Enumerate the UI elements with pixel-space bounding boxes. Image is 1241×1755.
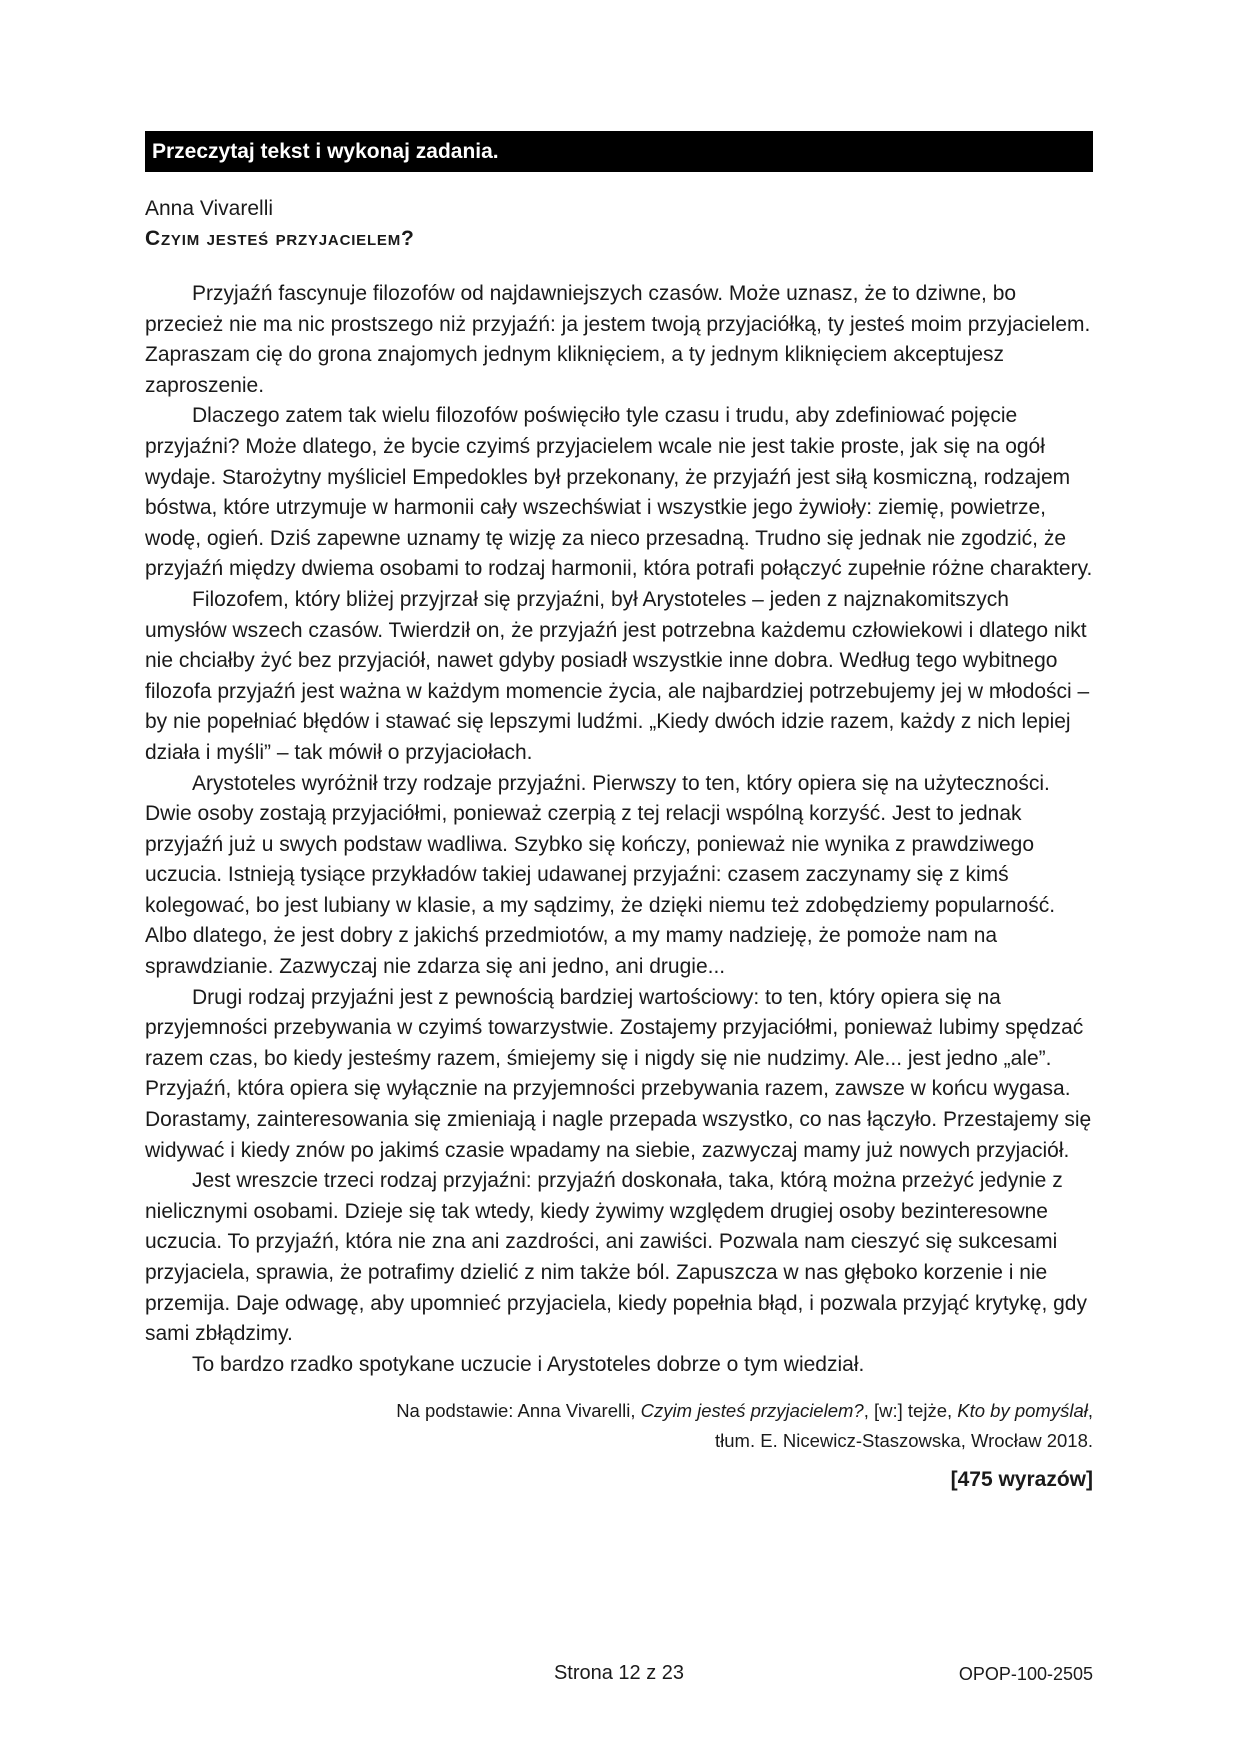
article-title: Czyim jesteś przyjacielem? [145,227,415,250]
page-number: Strona 12 z 23 [553,1662,685,1684]
word-count-badge: [475 wyrazów] [950,1468,1093,1492]
article-paragraph: To bardzo rzadko spotykane uczucie i Arystoteles dobrze o tym wiedział. [192,1352,865,1376]
page-content [145,131,1093,1492]
source-prefix: Na podstawie: Anna Vivarelli, [396,1400,641,1422]
source-line-1 [145,1396,1093,1426]
source-mid: , [w:] tejże, [863,1400,958,1422]
article-paragraph: Dlaczego zatem tak wielu filozofów poświęciło tyle czasu i trudu, aby zdefiniować pojęcie przyjaźni? Może dlatego, że bycie czyimś przyjacielem wcale nie jest takie proste, jak się na ogół wydaje. Starożytny myśliciel Empedokles był przekonany, że przyjaźń jest siłą kosmiczną, rodzajem bóstwa, które utrzymuje w harmonii cały wszechświat i wszystkie jego żywioły: ziemię, powietrze, wodę, ogień. Dziś zapewne uznamy tę wizję za nieco przesadną. Trudno się jednak nie zgodzić, że przyjaźń między dwiema osobami to rodzaj harmonii, która potrafi połączyć zupełnie różne charaktery. [145,404,1093,581]
source-attribution [145,1396,1093,1456]
page-footer [145,1662,1093,1690]
task-instruction-banner: Przeczytaj tekst i wykonaj zadania. [145,131,1093,172]
article-paragraph: Filozofem, który bliżej przyjrzał się przyjaźni, był Arystoteles – jeden z najznakomitszych umysłów wszech czasów. Twierdził on, że przyjaźń jest potrzebna każdemu człowiekowi i dlatego nikt nie chciałby żyć bez przyjaciół, nawet gdyby posiadł wszystkie inne dobra. Według tego wybitnego filozofa przyjaźń jest ważna w każdym momencie życia, ale najbardziej potrzebujemy jej w młodości – by nie popełniać błędów i stawać się lepszymi ludźmi. „Kiedy dwóch idzie razem, każdy z nich lepiej działa i myśli” – tak mówił o przyjaciołach. [145,587,1090,764]
article-paragraph: Drugi rodzaj przyjaźni jest z pewnością bardziej wartościowy: to ten, który opiera się na przyjemności przebywania w czyimś towarzystwie. Zostajemy przyjaciółmi, ponieważ lubimy spędzać razem czas, bo kiedy jesteśmy razem, śmiejemy się i nigdy się nie nudzimy. Ale... jest jedno „ale”. Przyjaźń, która opiera się wyłącznie na przyjemności przebywania razem, zawsze w końcu wygasa. Dorastamy, zainteresowania się zmieniają i nagle przepada wszystko, co nas łączyło. Przestajemy się widywać i kiedy znów po jakimś czasie wpadamy na siebie, zazwyczaj mamy już nowych przyjaciół. [145,985,1092,1162]
source-line-2: tłum. E. Nicewicz-Staszowska, Wrocław 2018. [715,1430,1093,1452]
source-work-title: Czyim jesteś przyjacielem? [640,1400,864,1422]
author-name: Anna Vivarelli [145,197,274,220]
booklet-code: OPOP-100-2505 [958,1664,1093,1684]
article-body [145,279,1093,1380]
source-suffix: , [1087,1400,1093,1422]
article-paragraph: Przyjaźń fascynuje filozofów od najdawniejszych czasów. Może uznasz, że to dziwne, bo przecież nie ma nic prostszego niż przyjaźń: ja jestem twoją przyjaciółką, ty jesteś moim przyjacielem. Zapraszam cię do grona znajomych jednym kliknięciem, a ty jednym kliknięciem akceptujesz zaproszenie. [145,282,1091,397]
article-paragraph: Arystoteles wyróżnił trzy rodzaje przyjaźni. Pierwszy to ten, który opiera się na użyteczności. Dwie osoby zostają przyjaciółmi, ponieważ czerpią z tej relacji wspólną korzyść. Jest to jednak przyjaźń już u swych podstaw wadliwa. Szybko się kończy, ponieważ nie wynika z prawdziwego uczucia. Istnieją tysiące przykładów takiej udawanej przyjaźni: czasem zaczynamy się z kimś kolegować, bo jest lubiany w klasie, a my sądzimy, że dzięki niemu też zdobędziemy popularność. Albo dlatego, że jest dobry z jakichś przedmiotów, a my mamy nadzieję, że pomoże nam na sprawdzianie. Zazwyczaj nie zdarza się ani jedno, ani drugie... [145,771,1056,979]
source-collection-title: Kto by pomyślał [957,1400,1088,1422]
article-paragraph: Jest wreszcie trzeci rodzaj przyjaźni: przyjaźń doskonała, taka, którą można przeżyć jedynie z nielicznymi osobami. Dzieje się tak wtedy, kiedy żywimy względem drugiej osoby bezinteresowne uczucia. To przyjaźń, która nie zna ani zazdrości, ani zawiści. Pozwala nam cieszyć się sukcesami przyjaciela, sprawia, że potrafimy dzielić z nim także ból. Zapuszcza w nas głęboko korzenie i nie przemija. Daje odwagę, aby upomnieć przyjaciela, kiedy popełnia błąd, i pozwala przyjąć krytykę, gdy sami zbłądzimy. [145,1169,1087,1346]
